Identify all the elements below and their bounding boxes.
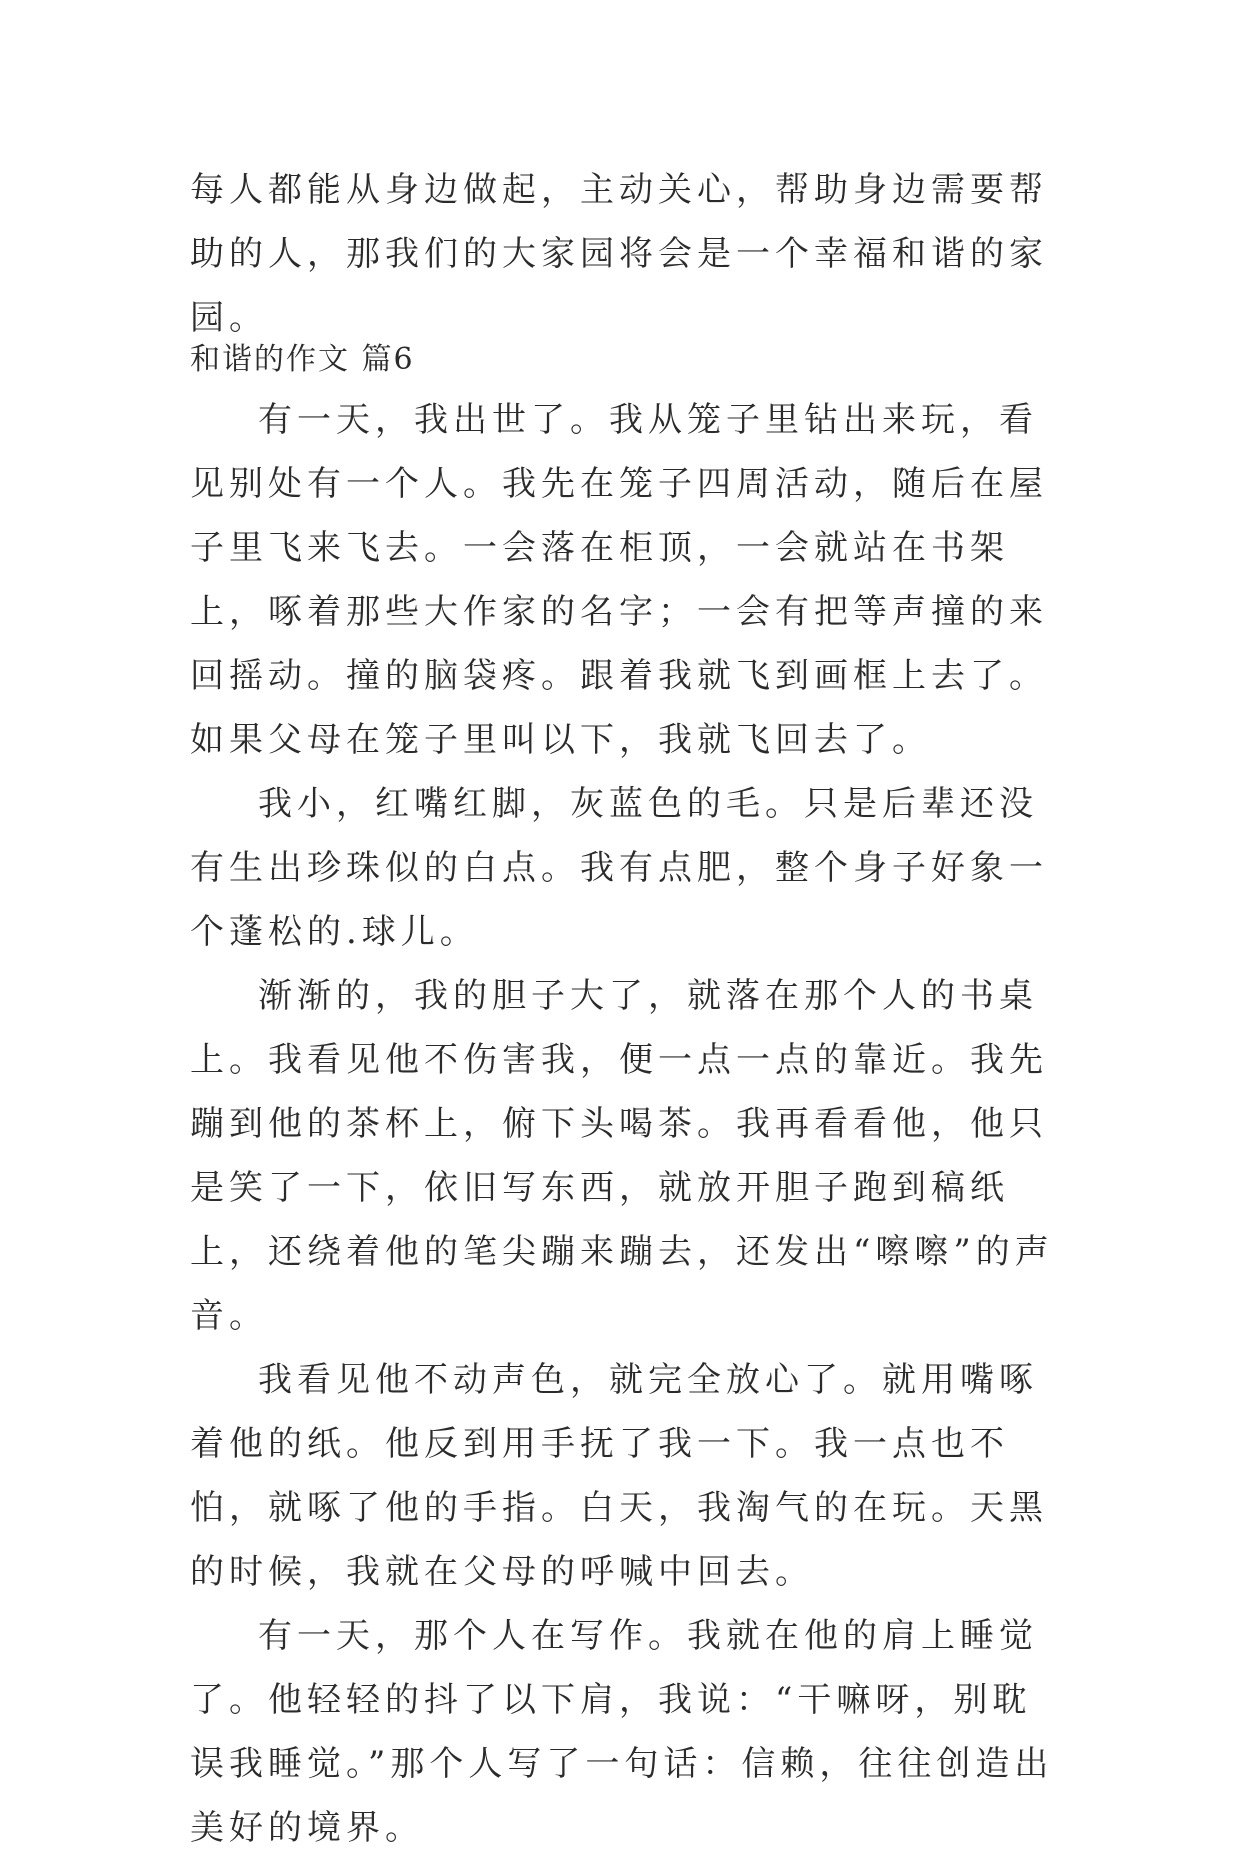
- essay-paragraph: 我小，红嘴红脚，灰蓝色的毛。只是后辈还没有生出珍珠似的白点。我有点肥，整个身子好象一个蓬松的.球儿。: [190, 784, 1048, 952]
- essay-paragraph: 有一天，那个人在写作。我就在他的肩上睡觉了。他轻轻的抖了以下肩，我说：“干嘛呀，别耽误我睡觉。”那个人写了一句话：信赖，往往创造出美好的境界。: [190, 1616, 1054, 1848]
- section-title: 和谐的作文 篇6: [190, 342, 415, 377]
- intro-text: [190, 158, 1060, 350]
- essay-paragraph: 渐渐的，我的胆子大了，就落在那个人的书桌上。我看见他不伤害我，便一点一点的靠近。我先蹦到他的茶杯上，俯下头喝茶。我再看看他，他只是笑了一下，依旧写东西，就放开胆子跑到稿纸上，还绕着他的笔尖蹦来蹦去，还发出“嚓嚓”的声音。: [190, 976, 1054, 1336]
- intro-paragraph: 每人都能从身边做起，主动关心，帮助身边需要帮助的人，那我们的大家园将会是一个幸福和谐的家园。: [190, 170, 1048, 338]
- essay-paragraph: 有一天，我出世了。我从笼子里钻出来玩，看见别处有一个人。我先在笼子四周活动，随后在屋子里飞来飞去。一会落在柜顶，一会就站在书架上，啄着那些大作家的名字；一会有把等声撞的来回摇动。撞的脑袋疼。跟着我就飞到画框上去了。如果父母在笼子里叫以下，我就飞回去了。: [190, 400, 1048, 760]
- essay-body: [190, 388, 1060, 1860]
- essay-paragraph: 我看见他不动声色，就完全放心了。就用嘴啄着他的纸。他反到用手抚了我一下。我一点也不怕，就啄了他的手指。白天，我淘气的在玩。天黑的时候，我就在父母的呼喊中回去。: [190, 1360, 1048, 1592]
